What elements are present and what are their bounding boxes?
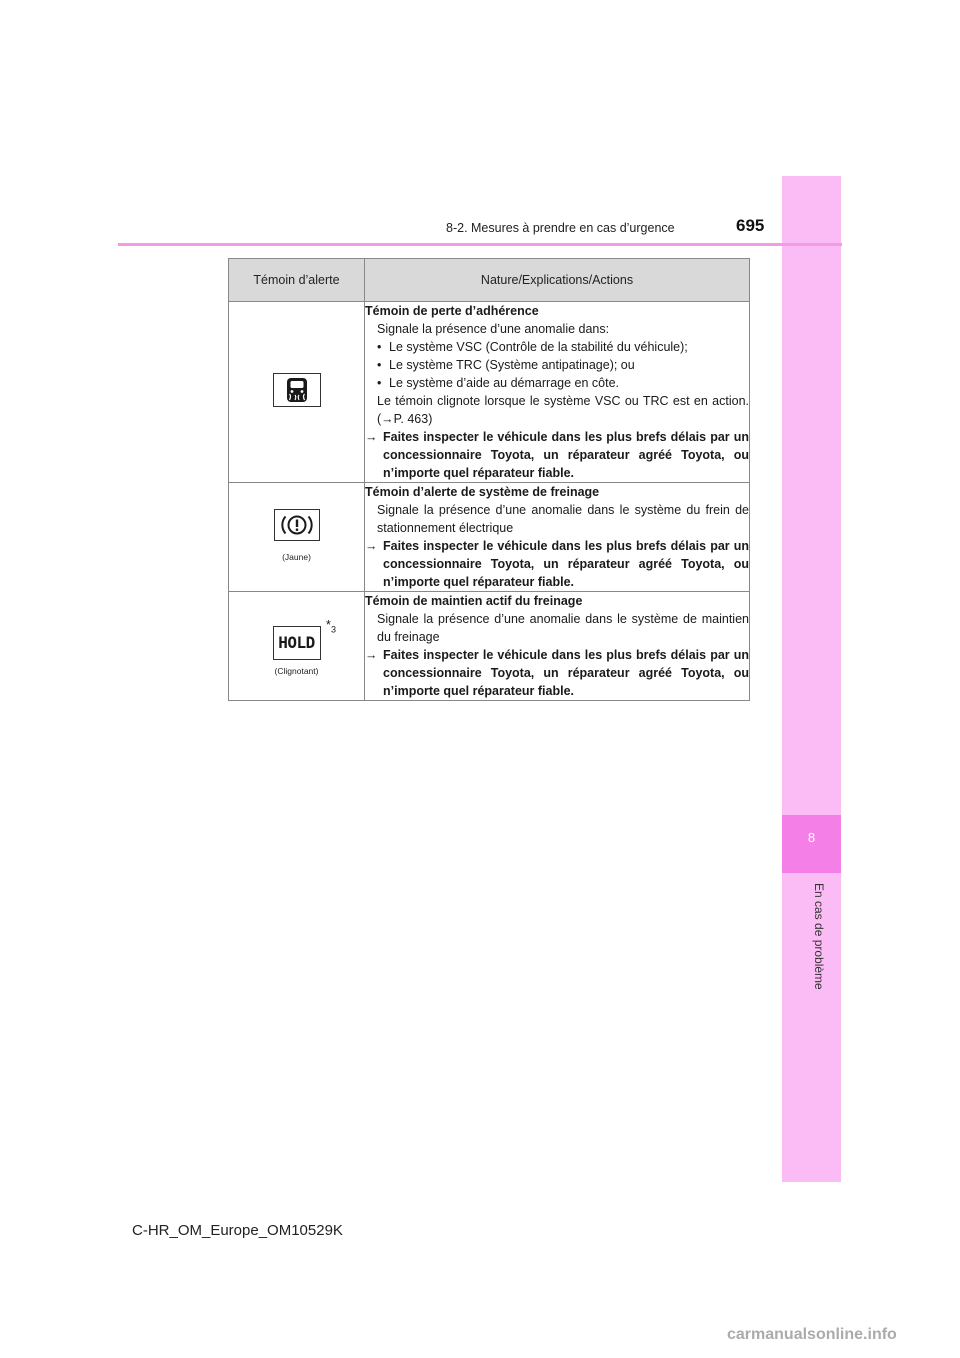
row-intro: Signale la présence d’une anomalie dans le système de maintien du freinage: [377, 612, 749, 644]
icon-caption: (Jaune): [282, 551, 311, 562]
page-number: 695: [736, 216, 765, 235]
arrow-icon: →: [365, 648, 378, 662]
row-title: Témoin de perte d’adhérence: [365, 304, 539, 318]
row-action: [365, 428, 749, 482]
footnote-marker: $*_3$: [325, 617, 336, 635]
watermark: carmanualsonline.info: [727, 1326, 897, 1343]
warning-lights-table: [228, 258, 750, 701]
row-title: Témoin d’alerte de système de freinage: [365, 485, 600, 499]
table-header-row: [229, 259, 750, 302]
list-item-text: Le système d’aide au démarrage en côte.: [389, 376, 619, 390]
section-title: 8-2. Mesures à prendre en cas d’urgence: [446, 221, 675, 235]
row-intro: Signale la présence d’une anomalie dans le système du frein de stationnement électrique: [377, 503, 749, 535]
row-intro: Signale la présence d’une anomalie dans:: [377, 322, 610, 336]
text-cell: [365, 302, 750, 483]
row-title: Témoin de maintien actif du freinage: [365, 594, 583, 608]
list-item: • Le système TRC (Système antipatinage); ou: [377, 358, 635, 372]
row-action-text: Faites inspecter le véhicule dans les plus brefs délais par un concessionnaire Toyota, un réparateur agréé Toyota, ou n’importe quel réparateur fiable.: [383, 648, 749, 698]
chapter-side-tab: [782, 176, 841, 1182]
row-action-text: Faites inspecter le véhicule dans les plus brefs délais par un concessionnaire Toyota, un réparateur agréé Toyota, ou n’importe quel réparateur fiable.: [383, 430, 749, 480]
icon-cell: [229, 483, 365, 592]
header-rule: [118, 243, 842, 246]
arrow-icon: →: [365, 539, 378, 553]
text-cell: [365, 483, 750, 592]
arrow-icon: →: [365, 430, 378, 444]
col-header-icon: Témoin d’alerte: [229, 259, 365, 302]
chapter-number: 8: [807, 830, 816, 845]
list-item-text: Le système VSC (Contrôle de la stabilité du véhicule);: [389, 340, 688, 354]
icon-cell: [229, 302, 365, 483]
text-cell: [365, 592, 750, 701]
list-item: • Le système d’aide au démarrage en côte.: [377, 376, 619, 390]
chapter-title: En cas de problème: [812, 883, 826, 990]
table-row: [229, 302, 750, 483]
row-action: [365, 537, 749, 591]
icon-caption: (Clignotant): [274, 666, 319, 676]
list-item-text: Le système TRC (Système antipatinage); ou: [389, 358, 635, 372]
table-row: [229, 592, 750, 701]
hold-icon-text: HOLD: [278, 633, 315, 652]
table-row: [229, 483, 750, 592]
col-header-text: Nature/Explications/Actions: [365, 259, 750, 302]
row-note: Le témoin clignote lorsque le système VSC ou TRC est en action. (→P. 463): [377, 394, 749, 426]
brake-hold-icon: [273, 626, 321, 660]
slip-indicator-icon: [273, 373, 321, 407]
row-action-text: Faites inspecter le véhicule dans les plus brefs délais par un concessionnaire Toyota, un réparateur agréé Toyota, ou n’importe quel réparateur fiable.: [383, 539, 749, 589]
icon-cell: [229, 592, 365, 701]
row-action: [365, 646, 749, 700]
list-item: • Le système VSC (Contrôle de la stabilité du véhicule);: [377, 340, 688, 354]
brake-system-warning-icon: [274, 509, 320, 541]
document-code: C-HR_OM_Europe_OM10529K: [132, 1222, 343, 1239]
